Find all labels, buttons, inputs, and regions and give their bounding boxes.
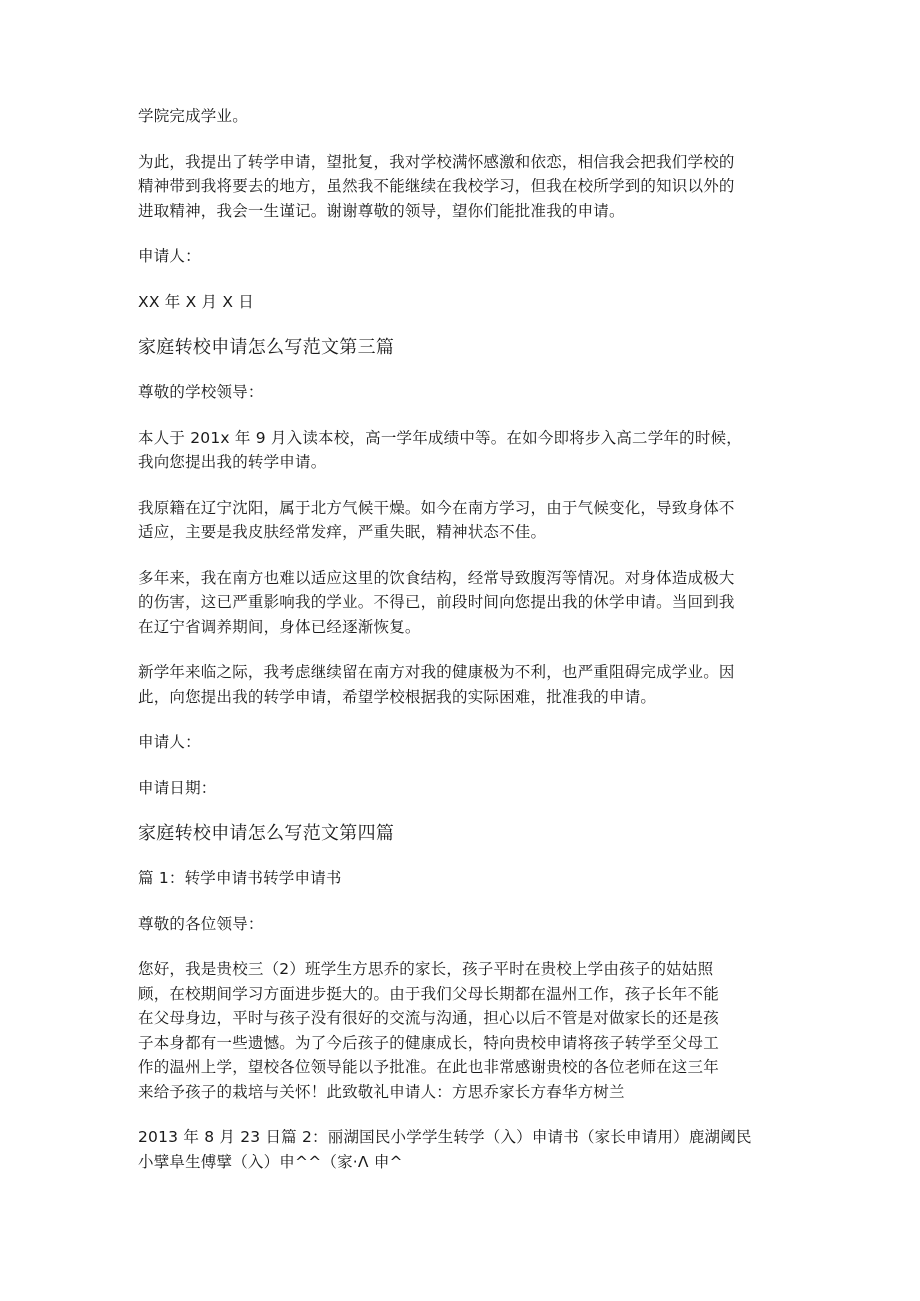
text-line: 此，向您提出我的转学申请，希望学校根据我的实际困难，批准我的申请。 <box>138 687 657 706</box>
text-line: 尊敬的学校领导： <box>138 383 264 401</box>
section-heading <box>138 335 786 361</box>
paragraph <box>138 380 786 405</box>
text-line: XX 年 X 月 X 日 <box>138 292 255 311</box>
text-line: 本人于 201x 年 9 月入读本校，高一学年成绩中等。在如今即将步入高二学年的时候， <box>138 428 742 447</box>
text-line: 作的温州上学，望校各位领导能以予批准。在此也非常感谢贵校的各位老师在这三年 <box>138 1058 719 1076</box>
text-line: 申请日期： <box>138 778 217 797</box>
text-line: 我向您提出我的转学申请。 <box>138 453 327 471</box>
paragraph <box>138 660 786 709</box>
text-line: 的伤害，这已严重影响我的学业。不得已，前段时间向您提出我的休学申请。当回到我 <box>138 593 735 611</box>
paragraph <box>138 730 786 755</box>
text-line: 适应，主要是我皮肤经常发痒，严重失眠，精神状态不佳。 <box>138 523 547 541</box>
paragraph <box>138 1125 786 1174</box>
document-page <box>138 104 786 1195</box>
text-line: 精神带到我将要去的地方，虽然我不能继续在我校学习，但我在校所学到的知识以外的 <box>138 177 735 195</box>
text-line: 我原籍在辽宁沈阳，属于北方气候干燥。如今在南方学习，由于气候变化，导致身体不 <box>138 498 735 517</box>
text-line: 进取精神，我会一生谨记。谢谢尊敬的领导，望你们能批准我的申请。 <box>138 201 625 220</box>
paragraph <box>138 912 786 937</box>
text-line: 在辽宁省调养期间，身体已经逐渐恢复。 <box>138 617 421 636</box>
text-line: 2013 年 8 月 23 日篇 2：丽湖国民小学学生转学（入）申请书（家长申请用）鹿湖阈民 <box>138 1128 752 1146</box>
text-line: 在父母身边，平时与孩子没有很好的交流与沟通，担心以后不管是对做家长的还是孩 <box>138 1009 719 1027</box>
paragraph <box>138 244 786 269</box>
paragraph <box>138 957 786 1104</box>
text-line: 您好，我是贵校三（2）班学生方思乔的家长，孩子平时在贵校上学由孩子的姑姑照 <box>138 960 714 978</box>
text-line: 子本身都有一些遗憾。为了今后孩子的健康成长，特向贵校申请将孩子转学至父母工 <box>138 1033 719 1052</box>
paragraph <box>138 150 786 224</box>
paragraph <box>138 866 786 891</box>
text-line: 小擘阜生傅擘（入）申^^（家·Λ 申^ <box>138 1152 403 1171</box>
paragraph <box>138 426 786 475</box>
text-line: 顾，在校期间学习方面进步挺大的。由于我们父母长期都在温州工作，孩子长年不能 <box>138 984 719 1003</box>
text-line: 学院完成学业。 <box>138 107 248 125</box>
text-line: 来给予孩子的栽培与关怀！此致敬礼申请人：方思乔家长方春华方树兰 <box>138 1082 625 1101</box>
text-line: 篇 1：转学申请书转学申请书 <box>138 869 342 887</box>
text-line: 申请人： <box>138 247 201 265</box>
text-line: 家庭转校申请怎么写范文第三篇 <box>138 337 395 358</box>
section-heading <box>138 821 786 847</box>
text-line: 尊敬的各位领导： <box>138 914 264 933</box>
paragraph <box>138 776 786 801</box>
paragraph <box>138 290 786 315</box>
paragraph <box>138 104 786 129</box>
text-line: 申请人： <box>138 733 201 751</box>
text-line: 新学年来临之际，我考虑继续留在南方对我的健康极为不利，也严重阻碍完成学业。因 <box>138 663 735 681</box>
text-line: 家庭转校申请怎么写范文第四篇 <box>138 823 395 844</box>
paragraph <box>138 496 786 545</box>
paragraph <box>138 566 786 640</box>
text-line: 多年来，我在南方也难以适应这里的饮食结构，经常导致腹泻等情况。对身体造成极大 <box>138 568 735 587</box>
text-line: 为此，我提出了转学申请，望批复，我对学校满怀感激和依恋，相信我会把我们学校的 <box>138 152 735 171</box>
